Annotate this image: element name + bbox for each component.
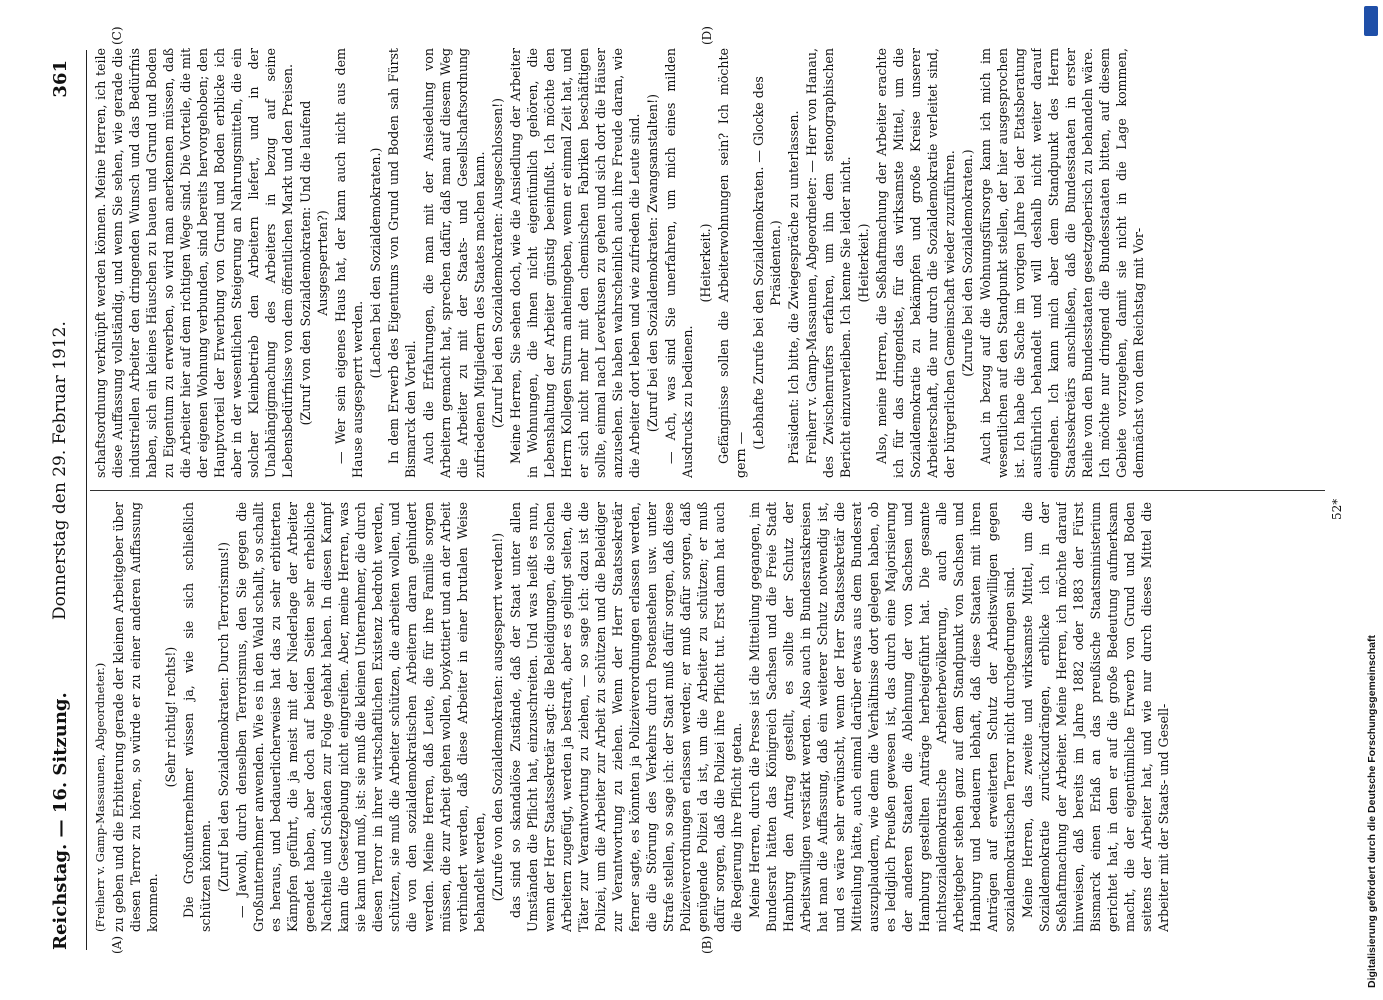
paragraph: Auch in bezug auf die Wohnungsfürsorge kann ich mich im wesentlichen auf den Standpunkt stellen, der hier ausgesprochen ist. Ich habe die Sache im vorigen Jahre bei der Etatsberatung ausführlich behandelt und will deshalb nicht weiter darauf eingehen. Ich kann mich aber dem Standpunkt des Herrn Staatssekretärs anschließen, daß die Bundesstaaten in erster Reihe von den Bundesstaaten gesetzgeberisch zu behandeln wäre. Ich möchte nur dringend die Bundesstaaten bitten, auf diesem Gebiete vorzugehen, damit sie nicht in die Lage kommen, demnächst von dem Reichstag mit Vor- xyxy=(978,48,1146,478)
digitization-sidebar xyxy=(1361,0,1383,1000)
paragraph: Gefängnisse sollen die Arbeiterwohnungen sein? Ich möchte gern — xyxy=(716,48,748,478)
paragraph: Die Großunternehmer wissen ja, wie sie sich schließlich schützen können. xyxy=(181,502,213,932)
paragraph: schaftsordnung verknüpft werden können. Meine Herren, ich teile diese Auffassung vollständig, und wenn Sie sehen, wie gerade die industriellen Arbeiter den dringenden Wunsch und das Bedürfnis haben, sich ein kleines Häuschen zu bauen und Grund und Boden zu Eigentum zu erwerben, so wird man anerkennen müssen, daß die Arbeiter hier auf dem richtigen Wege sind. Die Vorteile, die mit der eigenen Wohnung verbunden, sind bereits hervorgehoben; den Hauptvorteil der Erwerbung von Grund und Boden erblicke ich aber in der wesentlichen Steigerung an Nahrungsmitteln, die ein solcher Kleinbetrieb den Arbeitern liefert, und in der Unabhängigmachung des Arbeiters in bezug auf seine Lebensbedürfnisse von dem öffentlichen Markt und den Preisen. xyxy=(93,48,295,478)
paragraph: Präsident: Ich bitte, die Zwiegespräche zu unterlassen. xyxy=(786,110,801,464)
dfg-logo xyxy=(1364,6,1378,36)
paragraph: Freiherr v. Gamp-Massaunen, Abgeordneter: — Herr von Hanau, des Zwischenrufers erfahren, um ihn dem stenographischen Bericht einzuverleiben. Ich kenne Sie leider nicht. xyxy=(804,48,853,478)
paragraph: (Lachen bei den Sozialdemokraten.) xyxy=(368,147,383,379)
paragraph: Meine Herren, das zweite und wirksamste Mittel, um die Sozialdemokratie zurückzudrängen, erblicke ich in der Seßhaftmachung der Arbeiter. Meine Herren, ich möchte darauf hinweisen, daß bereits im Jahre 1882 oder 1883 der Fürst Bismarck einen Erlaß an das preußische Staatsministerium gerichtet hat, in dem er auf die große Bedeutung aufmerksam macht, die der eigentümliche Erwerb von Grund und Boden seitens der Arbeiter hat, und wie nur durch dieses Mittel die Arbeiter mit der Staats- und Gesell- xyxy=(1020,502,1171,932)
page-header xyxy=(50,50,80,950)
paragraph: (Zurufe bei den Sozialdemokraten.) xyxy=(960,149,975,377)
paragraph: (Zuruf bei den Sozialdemokraten: Zwangsanstalten!) xyxy=(645,93,660,433)
paragraph: — Ach, was sind Sie unerfahren, um mich eines milden Ausdrucks zu bedienen. xyxy=(663,48,695,478)
column-divider xyxy=(90,490,1325,491)
paragraph: (Zuruf bei den Sozialdemokraten: Ausgeschlossen!) xyxy=(490,97,505,429)
page-number: 361 xyxy=(50,60,71,98)
paragraph: Also, meine Herren, die Seßhaftmachung der Arbeiter erachte ich für das dringendste, für das wirksamste Mittel, um die Sozialdemokratie zu bekämpfen und große Kreise unserer Arbeiterschaft, die nur durch die Sozialdemokratie verleitet sind, der bürgerlichen Gemeinschaft wieder zuzuführen. xyxy=(874,48,957,478)
paragraph: (Heiterkeit.) xyxy=(698,223,713,303)
paragraph: (Freiherr v. Gamp-Massaunen, Abgeordneter.) xyxy=(93,662,107,932)
right-text-column xyxy=(92,48,1322,478)
paragraph: In dem Erwerb des Eigentums von Grund und Boden sah Fürst Bismarck den Vorteil. xyxy=(386,48,418,478)
paragraph: zu geben und die Erbitterung gerade der kleinen Arbeitgeber über diesen Terror zu hören, so würde er zu einer anderen Auffassung kommen. xyxy=(111,502,160,932)
paragraph: Meine Herren, durch die Presse ist die Mitteilung gegangen, im Bundesrat hätten das Königreich Sachsen und die Freie Stadt Hamburg den Antrag gestellt, es sollte der Schutz der Arbeitswilligen verstärkt werden. Also auch in Bundesratskreisen hat man die Auffassung, daß ein weiterer Schutz notwendig ist, und es wäre sehr erwünscht, wenn der Herr Staatssekretär die Mitteilung hätte, auch einmal darüber etwas aus dem Bundesrat auszuplaudern, wie denn die Verhältnisse dort gelegen haben, ob es lediglich Preußen gewesen ist, das durch eine Majorisierung der anderen Staaten die Ablehnung der von Sachsen und Hamburg gestellten Anträge herbeigeführt hat. Die gesamte nichtsozialdemokratische Arbeiterbevölkerung, auch alle Arbeitgeber stehen ganz auf dem Standpunkt von Sachsen und Hamburg und bedauern lebhaft, daß diese Staaten mit ihren Anträgen auf erweiterten Schutz der Arbeitswilligen gegen sozialdemokratischen Terror nicht durchgedrungen sind. xyxy=(747,502,1017,932)
paragraph: — Jawohl, durch denselben Terrorismus, den Sie gegen die Großunternehmer anwenden. Wie es in den Wald schallt, so schallt es heraus, und bedauerlicherweise hat das zu sehr erbitterten Kämpfen geführt, die ja meist mit der Niederlage der Arbeiter geendet haben, aber doch auf beiden Seiten sehr erhebliche Nachteile und Schäden zur Folge gehabt haben. In diesen Kampf kann die Gesetzgebung nicht eingreifen. Aber, meine Herren, was sie kann und muß, ist: sie muß die kleinen Unternehmer, die durch diesen Terror in ihrer wirtschaftlichen Existenz bedroht werden, schützen, sie muß die Arbeiter schützen, die arbeiten wollen, und die von den sozialdemokratischen Arbeitern daran gehindert werden. Meine Herren, daß Leute, die für ihre Familie sorgen müssen, die zur Arbeit gehen wollen, boykottiert und an der Arbeit verhindert werden, daß diese Arbeiter in einer brutalen Weise behandelt werden, xyxy=(234,502,487,932)
paragraph: (Zuruf bei den Sozialdemokraten: Durch Terrorismus!) xyxy=(216,541,231,893)
paragraph: Meine Herren, Sie sehen doch, wie die Ansiedlung der Arbeiter in Wohnungen, die ihnen nicht eigentümlich gehören, die Lebenshaltung der Arbeiter günstig beeinflußt. Ich möchte den Herrn Kollegen Sturm anheimgeben, wenn er einmal Zeit hat, und er sich nicht mehr mit den chemischen Fabriken beschäftigen sollte, einmal nach Leverkusen zu gehen und sich dort die Häuser anzusehen. Sie haben wahrscheinlich auch ihre Freude daran, wie die Arbeiter dort leben und wie zufrieden die Leute sind. xyxy=(508,48,642,478)
header-rule xyxy=(86,50,87,950)
left-text-column xyxy=(92,502,1322,932)
paragraph: (Lebhafte Zurufe bei den Sozialdemokraten. — Glocke des Präsidenten.) xyxy=(751,76,783,450)
paragraph: — Wer sein eigenes Haus hat, der kann auch nicht aus dem Hause ausgesperrt werden. xyxy=(333,48,365,478)
paragraph: (Heiterkeit.) xyxy=(856,223,871,303)
margin-marker-b: (B) xyxy=(700,935,714,954)
paragraph: (Zurufe von den Sozialdemokraten: ausgesperrt werden!) xyxy=(490,532,505,902)
paragraph: (Zuruf von den Sozialdemokraten: Und die laufend Ausgesperrten?) xyxy=(298,100,330,426)
paragraph: (Sehr richtig! rechts!) xyxy=(163,646,178,788)
dfg-credit: Digitalisierung gefördert durch die Deutsche Forschungsgemeinschaft xyxy=(1366,635,1378,988)
paragraph: das sind so skandalöse Zustände, daß der Staat unter allen Umständen die Pflicht hat, einzuschreiten. Und was heißt es nun, wenn der Herr Staatssekretär sagt: die Beleidigungen, die solchen Arbeitern zugefügt, werden ja bestraft, aber es gelingt selten, die Täter zur Verantwortung zu ziehen, — so sage ich: dazu ist die Polizei, um die Arbeiter zur Arbeit zu schützen und die Beleidiger zur Verantwortung zu ziehen. Wenn der Herr Staatssekretär ferner sagte, es könnten ja Polizeiverordnungen erlassen werden, die die Störung des Verkehrs durch Postenstehen usw. unter Strafe stellen, so sage ich: der Staat muß dafür sorgen, daß diese Polizeiverordnungen erlassen werden; er muß dafür sorgen, daß genügende Polizei da ist, um die Arbeiter zu schützen; er muß dafür sorgen, daß die Polizei ihre Pflicht tut. Erst dann hat auch die Regierung ihre Pflicht getan. xyxy=(508,502,744,932)
header-left: Reichstag. — 16. Sitzung. xyxy=(50,692,71,950)
page-signature: 52* xyxy=(1330,498,1344,520)
margin-marker-a: (A) xyxy=(110,935,124,954)
header-date: Donnerstag den 29. Februar 1912. xyxy=(50,321,70,620)
margin-marker-c: (C) xyxy=(110,26,124,45)
paragraph: Auch die Erfahrungen, die man mit der Ansiedelung von Arbeitern gemacht hat, sprechen dafür, daß man auf diesem Weg die Arbeiter zu mit der Staats- und Gesellschaftsordnung zufriedenen Mitgliedern des Staates machen kann. xyxy=(421,48,487,478)
margin-marker-d: (D) xyxy=(700,26,714,45)
